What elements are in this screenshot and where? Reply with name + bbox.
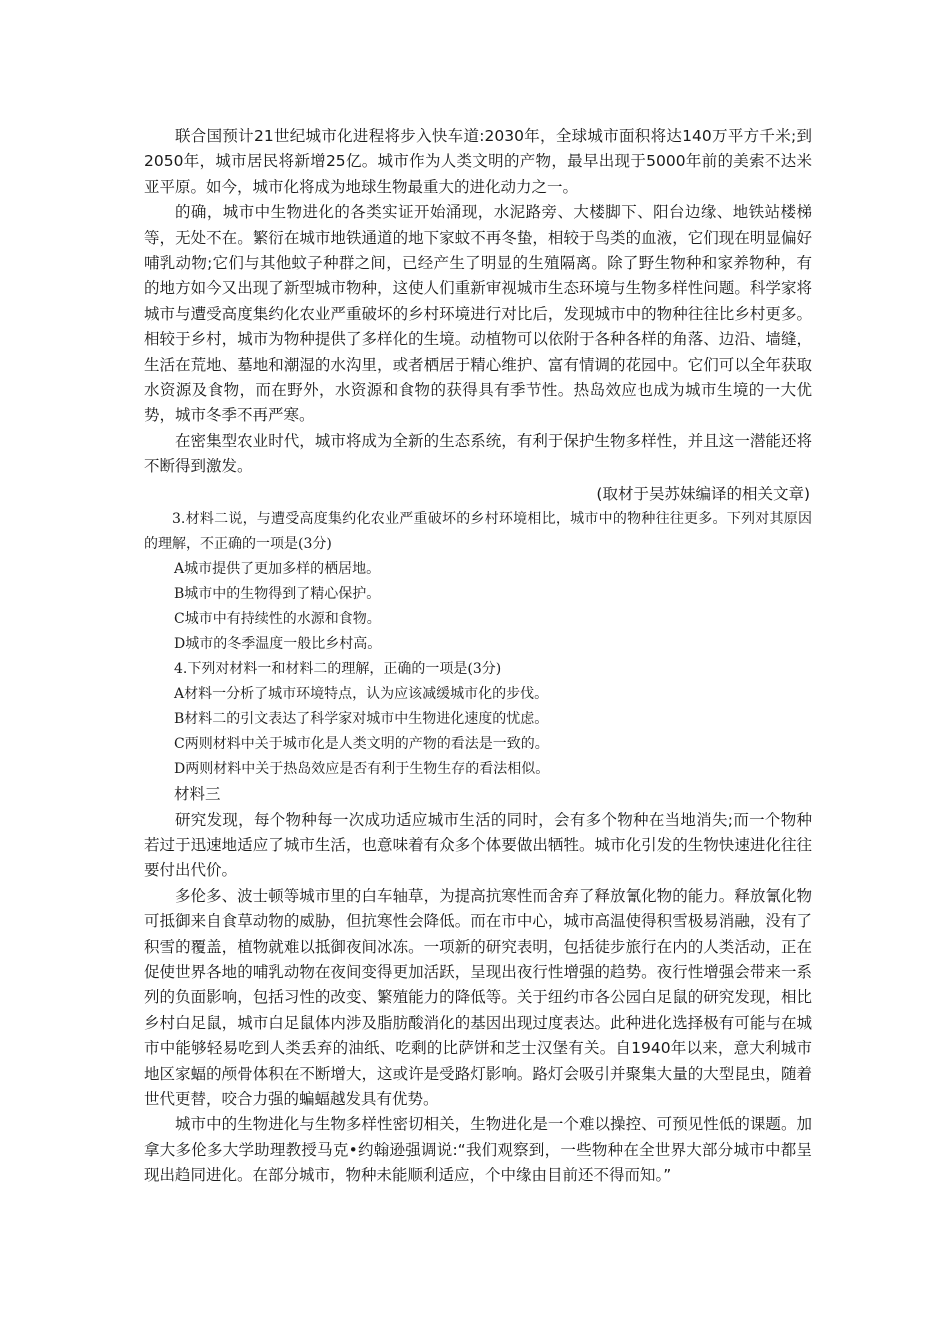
document-page	[144, 124, 812, 1189]
material-three-paragraph-3: 城市中的生物进化与生物多样性密切相关，生物进化是一个难以操控、可预见性低的课题。加拿大多伦多大学助理教授马克•约翰逊强调说:“我们观察到，一些物种在全世界大部分城市中都呈现出趋同进化。在部分城市，物种未能顺利适应，个中缘由目前还不得而知。”	[144, 1115, 812, 1185]
material-three-paragraph-1: 研究发现，每个物种每一次成功适应城市生活的同时，会有多个物种在当地消失;而一个物种若过于迅速地适应了城市生活，也意味着有众多个体要做出牺牲。城市化引发的生物快速进化往往要付出代价。	[144, 810, 812, 880]
material-two	[144, 124, 812, 507]
question-3-option-d: D城市的冬季温度一般比乡村高。	[174, 636, 382, 653]
material-three	[144, 782, 812, 1189]
material-two-paragraph-3: 在密集型农业时代，城市将成为全新的生态系统，有利于保护生物多样性，并且这一潜能还将不断得到激发。	[144, 431, 812, 476]
question-3-stem: 3.材料二说，与遭受高度集约化农业严重破坏的乡村环境相比，城市中的物种往往更多。下列对其原因的理解，不正确的一项是(3分)	[144, 511, 812, 553]
question-4-option-b: B材料二的引文表达了科学家对城市中生物进化速度的忧虑。	[174, 711, 549, 728]
question-4	[144, 657, 812, 782]
question-4-option-d: D两则材料中关于热岛效应是否有利于生物生存的看法相似。	[174, 761, 550, 778]
material-two-paragraph-2: 的确，城市中生物进化的各类实证开始涌现，水泥路旁、大楼脚下、阳台边缘、地铁站楼梯等，无处不在。繁衍在城市地铁通道的地下家蚊不再冬蛰，相较于鸟类的血液，它们现在明显偏好哺乳动物;它们与其他蚊子种群之间，已经产生了明显的生殖隔离。除了野生物种和家养物种，有的地方如今又出现了新型城市物种，这使人们重新审视城市生态环境与生物多样性问题。科学家将城市与遭受高度集约化农业严重破坏的乡村环境进行对比后，发现城市中的物种往往比乡村更多。相较于乡村，城市为物种提供了多样化的生境。动植物可以依附于各种各样的角落、边沿、墙缝，生活在荒地、墓地和潮湿的水沟里，或者栖居于精心维护、富有情调的花园中。它们可以全年获取水资源及食物，而在野外，水资源和食物的获得具有季节性。热岛效应也成为城市生境的一大优势，城市冬季不再严寒。	[144, 203, 812, 425]
material-three-paragraph-2: 多伦多、波士顿等城市里的白车轴草，为提高抗寒性而舍弃了释放氰化物的能力。释放氰化物可抵御来自食草动物的威胁，但抗寒性会降低。而在市中心，城市高温使得积雪极易消融，没有了积雪的覆盖，植物就难以抵御夜间冰冻。一项新的研究表明，包括徒步旅行在内的人类活动，正在促使世界各地的哺乳动物在夜间变得更加活跃，呈现出夜行性增强的趋势。夜行性增强会带来一系列的负面影响，包括习性的改变、繁殖能力的降低等。关于纽约市各公园白足鼠的研究发现，相比乡村白足鼠，城市白足鼠体内涉及脂肪酸消化的基因出现过度表达。此种进化选择极有可能与在城市中能够轻易吃到人类丢弃的油纸、吃剩的比萨饼和芝士汉堡有关。自1940年以来，意大利城市地区家蝠的颅骨体积在不断增大，这或许是受路灯影响。路灯会吸引并聚集大量的大型昆虫，随着世代更替，咬合力强的蝙蝠越发具有优势。	[144, 886, 812, 1108]
question-3-option-b: B城市中的生物得到了精心保护。	[174, 586, 381, 603]
material-two-paragraph-1: 联合国预计21世纪城市化进程将步入快车道:2030年，全球城市面积将达140万平方千米;到2050年，城市居民将新增25亿。城市作为人类文明的产物，最早出现于5000年前的美索不达米亚平原。如今，城市化将成为地球生物最重大的进化动力之一。	[144, 127, 812, 196]
material-three-heading: 材料三	[174, 785, 221, 804]
question-4-option-c: C两则材料中关于城市化是人类文明的产物的看法是一致的。	[174, 736, 549, 753]
source-citation: (取材于吴苏妹编译的相关文章)	[596, 484, 810, 503]
question-3	[144, 507, 812, 657]
question-3-option-c: C城市中有持续性的水源和食物。	[174, 611, 381, 628]
question-3-option-a: A城市提供了更加多样的栖居地。	[174, 561, 381, 578]
question-4-option-a: A材料一分析了城市环境特点，认为应该减缓城市化的步伐。	[174, 686, 549, 703]
question-4-stem: 4.下列对材料一和材料二的理解，正确的一项是(3分)	[174, 661, 502, 678]
